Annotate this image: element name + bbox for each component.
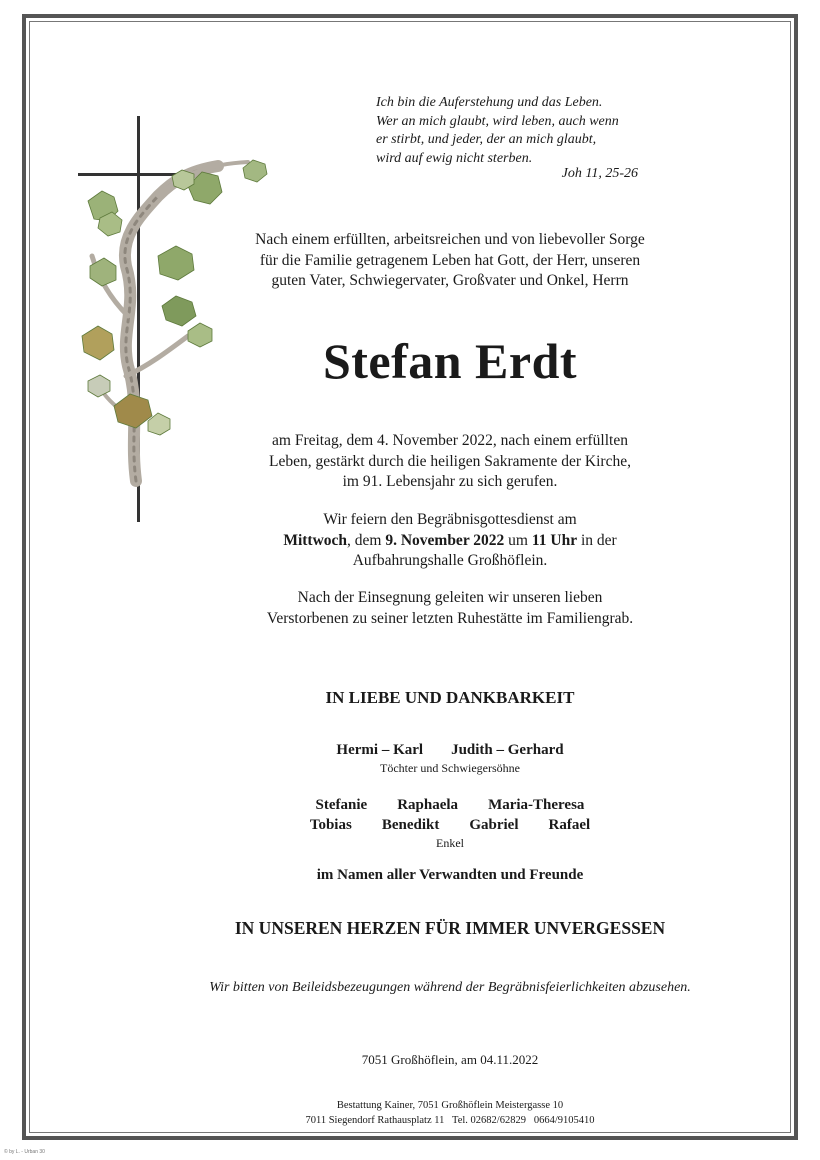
funeral-line-2	[200, 531, 700, 552]
funeral-service	[200, 510, 700, 572]
funeral-sep: in der	[577, 531, 617, 549]
funeral-time: 11 Uhr	[531, 531, 578, 549]
deceased-name: Stefan Erdt	[322, 333, 578, 389]
death-notice-line: am Freitag, dem 4. November 2022, nach einem erfüllten	[272, 432, 628, 449]
grandchild-name: Tobias	[309, 817, 352, 833]
funeral-line-3: Aufbahrungshalle Großhöflein.	[352, 552, 548, 569]
condolence-request: Wir bitten von Beileidsbezeugungen während der Begräbnisfeierlichkeiten abzusehen.	[209, 980, 691, 995]
closing-line: IN UNSEREN HERZEN FÜR IMMER UNVERGESSEN	[234, 918, 666, 938]
mourners-others: im Namen aller Verwandten und Freunde	[316, 867, 584, 883]
grandchild-name: Rafael	[548, 817, 591, 833]
verse-line: er stirbt, und jeder, der an mich glaubt,	[376, 132, 597, 147]
place-date: 7051 Großhöflein, am 04.11.2022	[361, 1052, 539, 1067]
death-notice	[200, 431, 700, 493]
intro-text	[200, 230, 700, 292]
grandchild-name: Stefanie	[315, 797, 368, 813]
undertaker-line: 7011 Siegendorf Rathausplatz 11 Tel. 02682/62829 0664/9105410	[305, 1115, 595, 1126]
mourners-heading: IN LIEBE UND DANKBARKEIT	[325, 688, 575, 707]
grandchildren-row	[200, 815, 700, 835]
verse-line: Wer an mich glaubt, wird leben, auch wenn	[376, 113, 619, 129]
funeral-sep: um	[504, 531, 532, 549]
grandchild-name: Maria-Theresa	[488, 797, 585, 813]
burial-line: Verstorbenen zu seiner letzten Ruhestätte im Familiengrab.	[266, 609, 634, 627]
intro-line: guten Vater, Schwiegervater, Großvater und Onkel, Herrn	[271, 272, 629, 289]
undertaker-info	[200, 1098, 700, 1128]
undertaker-line: Bestattung Kainer, 7051 Großhöflein Meistergasse 10	[336, 1100, 564, 1111]
grandchild-name: Gabriel	[469, 817, 519, 833]
funeral-sep: , dem	[347, 531, 386, 549]
funeral-day: Mittwoch	[283, 531, 348, 549]
verse-line: Ich bin die Auferstehung und das Leben.	[376, 95, 603, 110]
intro-line: Nach einem erfüllten, arbeitsreichen und von liebevoller Sorge	[255, 231, 645, 248]
child-couple: Hermi – Karl	[336, 742, 424, 758]
burial-text	[200, 588, 700, 629]
intro-line: für die Familie getragenem Leben hat Gott, der Herr, unseren	[259, 251, 641, 269]
children-block	[200, 742, 700, 776]
death-notice-line: im 91. Lebensjahr zu sich gerufen.	[342, 473, 558, 490]
child-couple: Judith – Gerhard	[451, 742, 564, 758]
death-notice-line: Leben, gestärkt durch die heiligen Sakramente der Kirche,	[269, 452, 631, 470]
children-names	[200, 742, 700, 759]
children-label: Töchter und Schwiegersöhne	[380, 761, 520, 775]
grandchild-name: Benedikt	[381, 817, 440, 833]
funeral-line-1: Wir feiern den Begräbnisgottesdienst am	[323, 511, 577, 528]
grandchildren-block	[200, 795, 700, 851]
funeral-date: 9. November 2022	[385, 531, 505, 549]
grandchild-name: Raphaela	[397, 797, 459, 813]
grandchildren-row	[200, 795, 700, 815]
bible-verse	[376, 94, 656, 168]
print-credit: © by L. - Urban 30	[4, 1149, 45, 1155]
grandchildren-label: Enkel	[436, 836, 464, 850]
verse-reference: Joh 11, 25-26	[561, 166, 638, 181]
burial-line: Nach der Einsegnung geleiten wir unseren lieben	[297, 589, 603, 606]
verse-line: wird auf ewig nicht sterben.	[376, 150, 533, 166]
